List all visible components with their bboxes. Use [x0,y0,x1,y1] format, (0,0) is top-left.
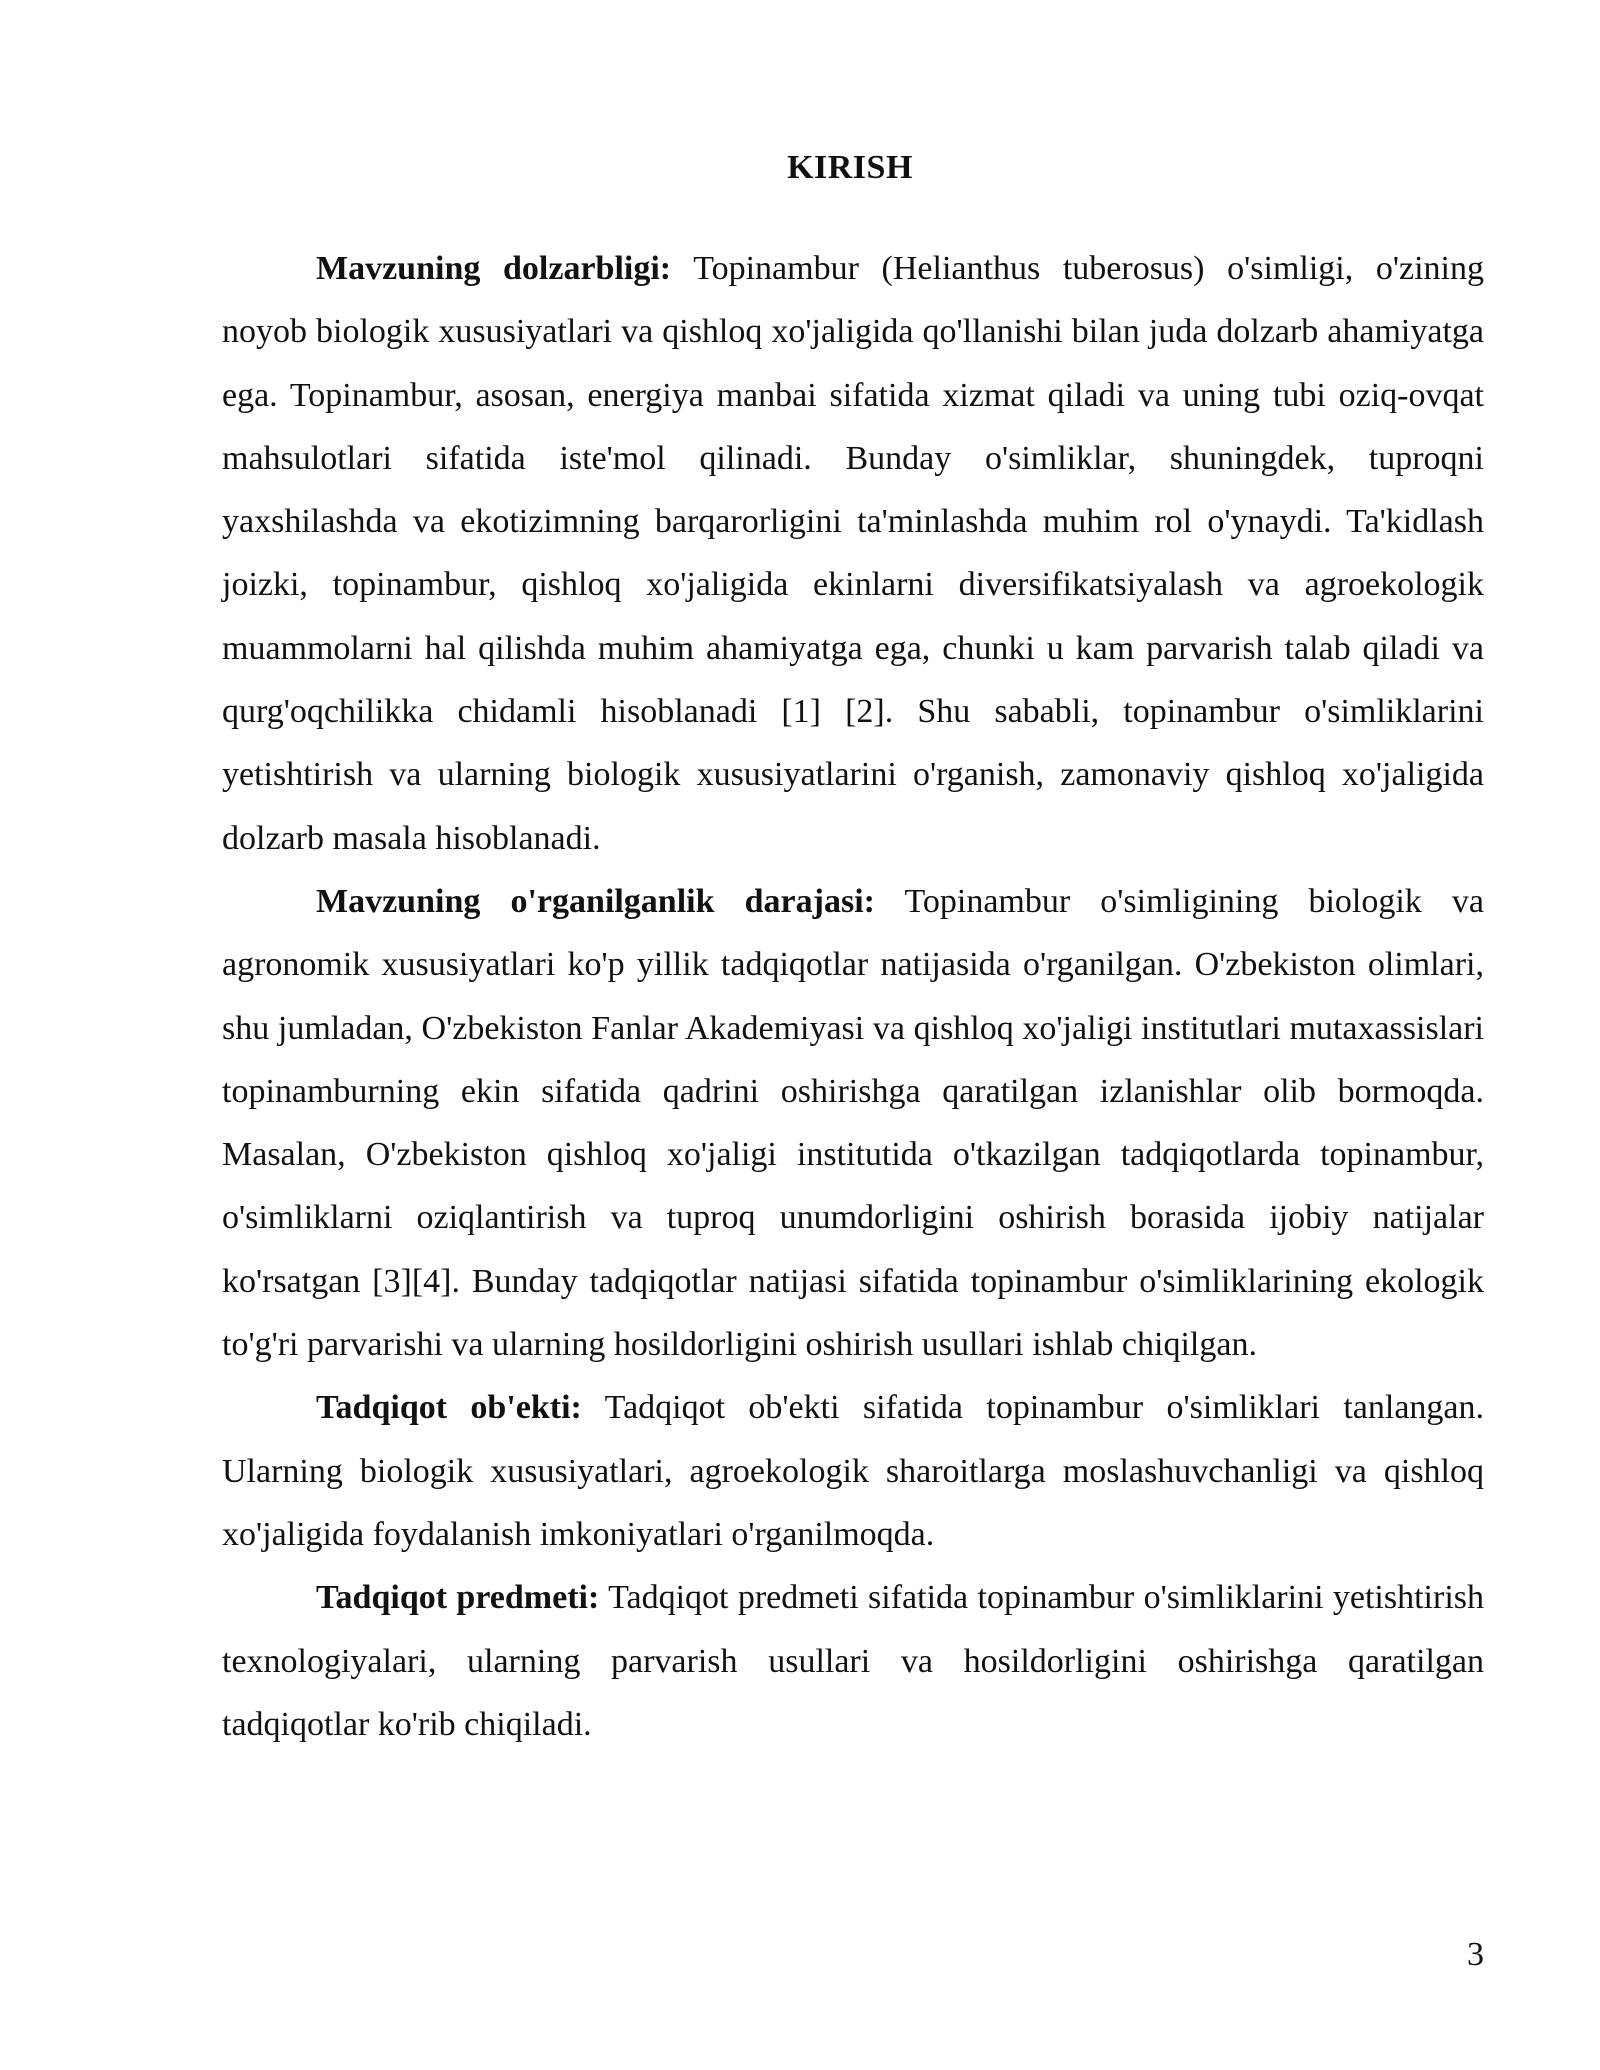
page-number: 3 [1467,1936,1484,1973]
paragraph-study-level [222,870,1484,1376]
section-heading-study-level: Mavzuning o'rganilganlik darajasi: [316,882,875,920]
section-text-research-object: Tadqiqot ob'ekti sifatida topinambur o'simliklari tanlangan. Ularning biologik xususiyatlari, agroekologik sharoitlarga moslashuvchanligi va qishloq xo'jaligida foydalanish imkoniyatlari o'rganilmoqda. [222,1389,1485,1553]
section-text-study-level: Topinambur o'simligining biologik va agronomik xususiyatlari ko'p yillik tadqiqotlar natijasida o'rganilgan. O'zbekiston olimlari, shu jumladan, O'zbekiston Fanlar Akademiyasi va qishloq xo'jaligi institutlari mutaxassislari topinamburning ekin sifatida qadrini oshirishga qaratilgan izlanishlar olib bormoqda. Masalan, O'zbekiston qishloq xo'jaligi institutida o'tkazilgan tadqiqotlarda topinambur, o'simliklarni oziqlantirish va tuproq unumdorligini oshirish borasida ijobiy natijalar ko'rsatgan [3][4]. Bunday tadqiqotlar natijasi sifatida topinambur o'simliklarining ekologik to'g'ri parvarishi va ularning hosildorligini oshirish usullari ishlab chiqilgan. [222,882,1485,1364]
paragraph-relevance [222,237,1484,870]
section-heading-relevance: Mavzuning dolzarbligi: [316,250,672,287]
section-text-relevance: Topinambur (Helianthus tuberosus) o'simligi, o'zining noyob biologik xususiyatlari va qishloq xo'jaligida qo'llanishi bilan juda dolzarb ahamiyatga ega. Topinambur, asosan, energiya manbai sifatida xizmat qiladi va uning tubi oziq-ovqat mahsulotlari sifatida iste'mol qilinadi. Bunday o'simliklar, shuningdek, tuproqni yaxshilashda va ekotizimning barqarorligini ta'minlashda muhim rol o'ynaydi. Ta'kidlash joizki, topinambur, qishloq xo'jaligida ekinlarni diversifikatsiyalash va agroekologik muammolarni hal qilishda muhim ahamiyatga ega, chunki u kam parvarish talab qiladi va qurg'oqchilikka chidamli hisoblanadi [1] [2]. Shu sababli, topinambur o'simliklarini yetishtirish va ularning biologik xususiyatlarini o'rganish, zamonaviy qishloq xo'jaligida dolzarb masala hisoblanadi. [222,250,1485,857]
paragraph-research-subject [222,1566,1484,1756]
section-heading-research-subject: Tadqiqot predmeti: [316,1579,600,1617]
page-title: KIRISH [787,149,913,186]
section-text-research-subject: Tadqiqot predmeti sifatida topinambur o'simliklarini yetishtirish texnologiyalari, ularning parvarish usullari va hosildorligini oshirishga qaratilgan tadqiqotlar ko'rib chiqiladi. [222,1579,1484,1743]
document-body [222,237,1484,1756]
paragraph-research-object [222,1376,1484,1566]
section-heading-research-object: Tadqiqot ob'ekti: [316,1389,582,1427]
